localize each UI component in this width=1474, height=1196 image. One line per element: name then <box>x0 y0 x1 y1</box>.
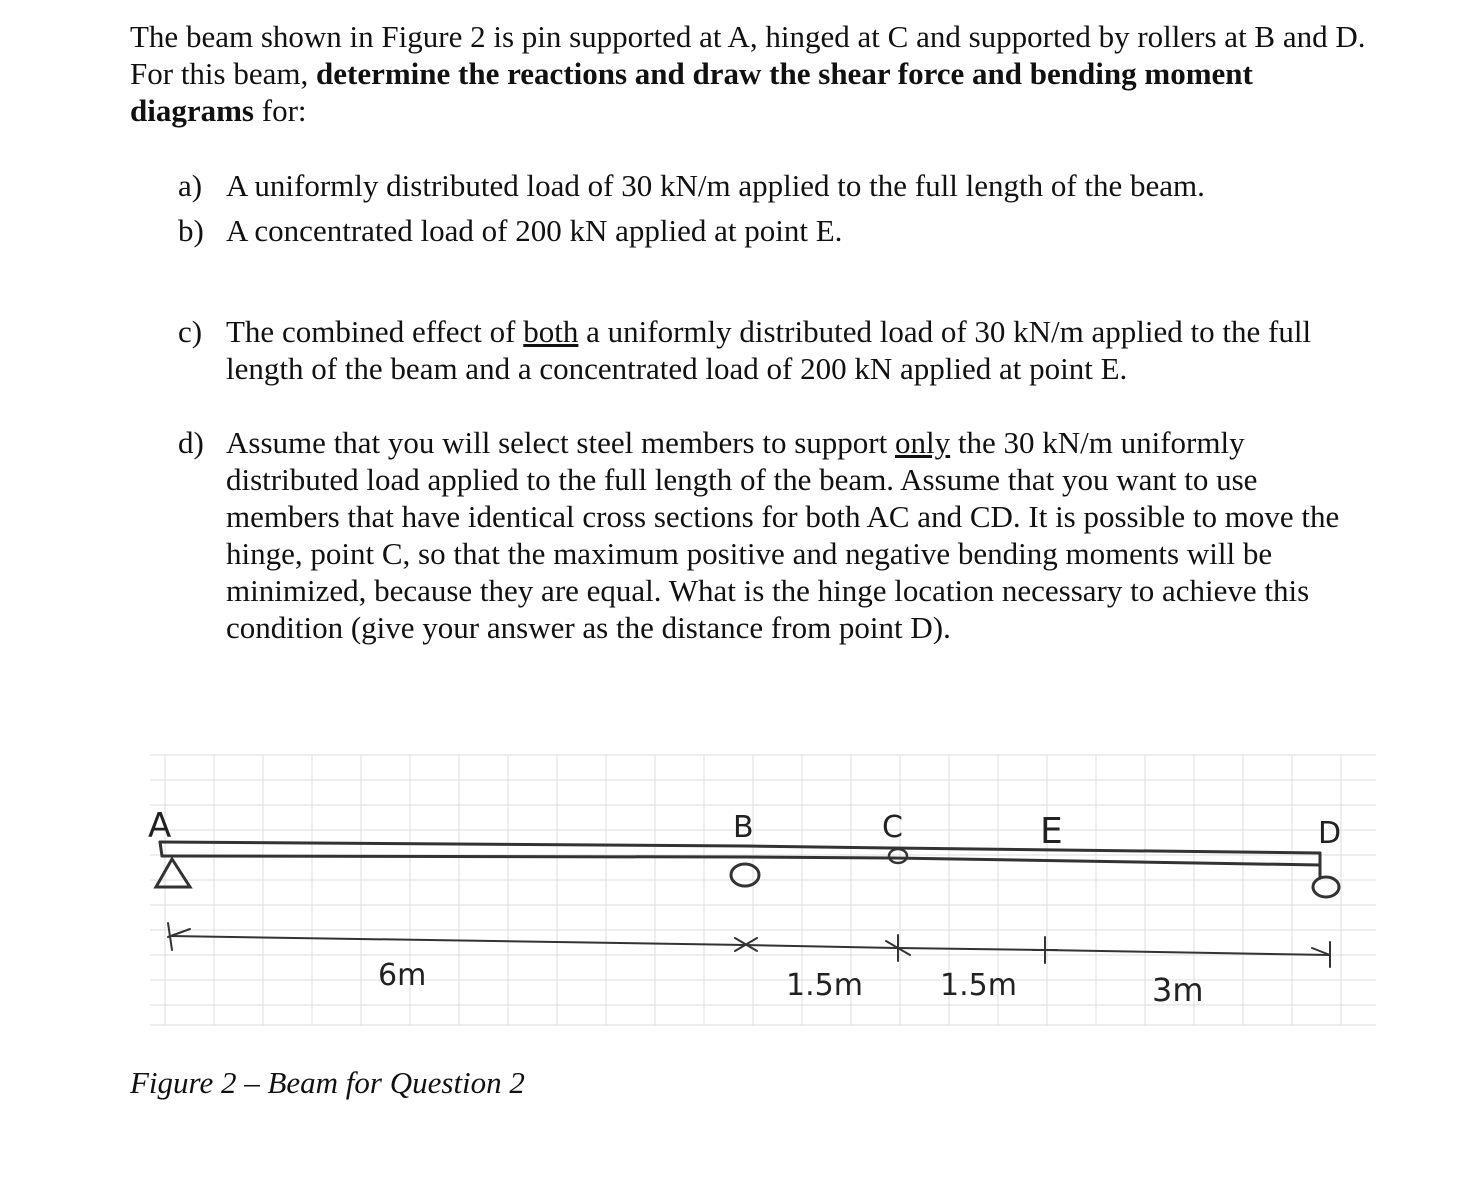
roller-support-b <box>731 864 759 886</box>
item-d-post: the 30 kN/m uniformly distributed load applied to the full length of the beam. Assume that you want to use members that have identical cross sections for both AC and CD. It is possible to move the hinge, point C, so that the maximum positive and negative bending moments will be minimized, because they are equal. What is the hinge location necessary to achieve this condition (give your answer as the distance from point D). <box>226 425 1340 645</box>
item-text-c <box>226 313 1378 387</box>
item-text-d <box>226 424 1378 646</box>
label-point-c: C <box>882 810 903 845</box>
label-point-e: E <box>1040 811 1063 852</box>
item-label-d: d) <box>178 425 204 460</box>
beam-sketch <box>0 745 1474 1035</box>
item-text-b: A concentrated load of 200 kN applied at point E. <box>226 213 843 248</box>
dim-label-ab: 6m <box>378 958 427 993</box>
item-d-underlined: only <box>894 425 951 460</box>
item-c-underlined: both <box>523 314 579 349</box>
item-c-post: a uniformly distributed load of 30 kN/m applied to the full length of the beam and a concentrated load of 200 kN applied at point E. <box>226 314 1312 386</box>
hinge-c <box>889 849 907 863</box>
item-label-c: c) <box>178 314 203 349</box>
dim-label-ce: 1.5m <box>940 968 1017 1003</box>
item-text-a: A uniformly distributed load of 30 kN/m applied to the full length of the beam. <box>226 168 1205 203</box>
beam <box>160 842 1320 877</box>
question-item-a <box>178 167 1378 204</box>
label-point-b: B <box>733 810 754 845</box>
figure-caption: Figure 2 – Beam for Question 2 <box>130 1065 525 1100</box>
item-c-pre: The combined effect of <box>226 314 524 349</box>
question-item-b <box>178 212 1378 249</box>
intro-bold-text: determine the reactions and draw the shear force and bending moment diagrams <box>130 56 1253 128</box>
beam-figure <box>0 745 1474 1040</box>
dim-label-ed: 3m <box>1152 971 1204 1009</box>
question-item-d <box>178 424 1378 646</box>
item-d-pre: Assume that you will select steel members to support <box>226 425 895 460</box>
dim-label-bc: 1.5m <box>786 968 863 1003</box>
intro-text-2: for: <box>254 93 307 128</box>
item-label-b: b) <box>178 213 204 248</box>
label-point-d: D <box>1318 816 1342 851</box>
label-point-a: A <box>148 806 172 846</box>
problem-intro <box>130 18 1380 129</box>
pin-support-a <box>156 859 190 887</box>
question-item-c <box>178 313 1378 387</box>
item-label-a: a) <box>178 168 203 203</box>
intro-text-1: The beam shown in Figure 2 is pin supported at A, hinged at C and supported by rollers at B and D. For this beam, <box>130 19 1366 91</box>
